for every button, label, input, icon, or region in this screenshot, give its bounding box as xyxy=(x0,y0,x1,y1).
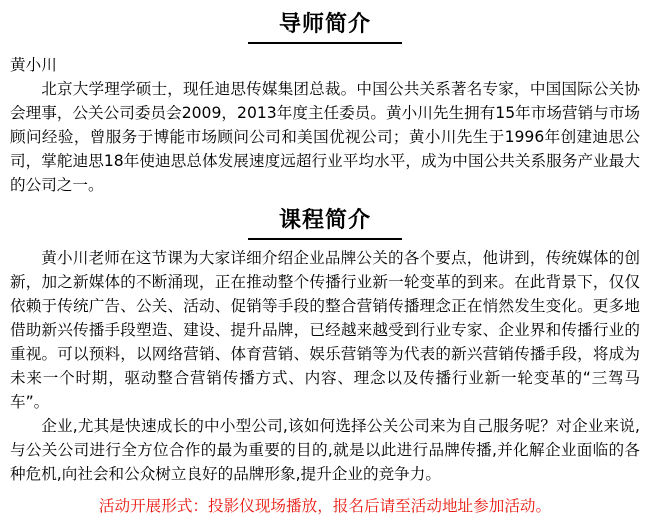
course-paragraph-1: 黄小川老师在这节课为大家详细介绍企业品牌公关的各个要点，他讲到，传统媒体的创新，加之新媒体的不断涌现，正在推动整个传播行业新一轮变革的到来。在此背景下，仅仅依赖于传统广告、公关、活动、促销等手段的整合营销传播理念正在悄然发生变化。更多地借助新兴传播手段塑造、建设、提升品牌，已经越来越受到行业专家、企业界和传播行业的重视。可以预料，以网络营销、体育营销、娱乐营销等为代表的新兴营销传播手段，将成为未来一个时期，驱动整合营销传播方式、内容、理念以及传播行业新一轮变革的“三驾马车”。 xyxy=(10,249,640,411)
mentor-bio: 北京大学理学硕士，现任迪思传媒集团总裁。中国公共关系著名专家，中国国际公关协会理事，公关公司委员会2009，2013年度主任委员。黄小川先生拥有15年市场营销与市场顾问经验，曾服务于博能市场顾问公司和美国优视公司；黄小川先生于1996年创建迪思公司，掌舵迪思18年使迪思总体发展速度远超行业平均水平，成为中国公共关系服务产业最大的公司之一。 xyxy=(10,80,640,194)
mentor-heading-underline xyxy=(248,42,402,44)
mentor-name: 黄小川 xyxy=(10,56,57,74)
activity-notice: 活动开展形式：投影仪现场播放，报名后请至活动地址参加活动。 xyxy=(98,497,552,515)
course-heading: 课程简介 xyxy=(278,208,371,233)
mentor-heading: 导师简介 xyxy=(278,12,371,37)
course-heading-underline xyxy=(248,238,402,240)
course-paragraph-2: 企业,尤其是快速成长的中小型公司,该如何选择公关公司来为自己服务呢？对企业来说,与公关公司进行全方位合作的最为重要的目的,就是以此进行品牌传播,并化解企业面临的各种危机,向社会和公众树立良好的品牌形象,提升企业的竞争力。 xyxy=(10,417,640,483)
